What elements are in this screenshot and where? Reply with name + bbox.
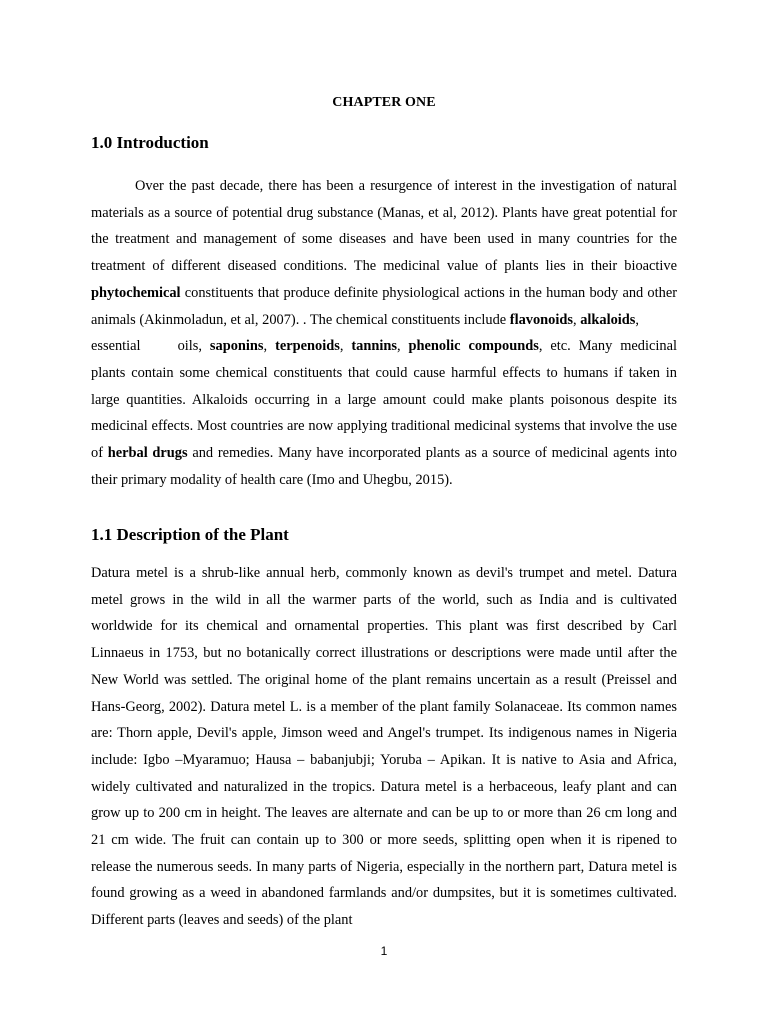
term-herbal-drugs: herbal drugs	[107, 445, 188, 462]
term-flavonoids: flavonoids	[509, 311, 573, 328]
term-alkaloids: alkaloids	[580, 311, 636, 328]
section-heading-introduction: 1.0 Introduction	[91, 133, 209, 152]
chapter-heading: CHAPTER ONE	[332, 95, 436, 110]
intro-text-start: Over the past decade, there has been a resurgence of interest in the investigation of natural materials as a source of potential drug substance (Manas, et al, 2012). Plants have great potential for the treatment and management of some diseases and have been used in many countries for the treatment of different diseased conditions. The medicinal value of plants lies in their bioactive	[91, 178, 677, 275]
term-phenolic-compounds: phenolic compounds	[408, 338, 539, 355]
introduction-paragraph	[91, 173, 677, 493]
comma-2: ,	[635, 311, 639, 328]
term-tannins: tannins	[351, 338, 397, 355]
intro-text-after-phenolic: , etc. Many medicinal plants contain some chemical constituents that could cause harmful effects to humans if taken in large quantities. Alkaloids occurring in a large amount could make plants poisonous despite its medicinal effects. Most countries are now applying traditional medicinal systems that involve the use of	[91, 338, 677, 462]
comma-1: ,	[572, 311, 581, 328]
word-oils: oils,	[177, 338, 210, 355]
intro-text-after-phytochemical: constituents that produce definite physiological actions in the human body and other animals (Akinmoladun, et al, 2007). . The chemical constituents include	[91, 284, 677, 328]
term-terpenoids: terpenoids	[275, 338, 340, 355]
page-number: 1	[380, 944, 388, 958]
section-heading-plant-description: 1.1 Description of the Plant	[91, 525, 289, 544]
comma-5: ,	[396, 338, 409, 355]
intro-text-end: and remedies. Many have incorporated plants as a source of medicinal agents into their primary modality of health care (Imo and Uhegbu, 2015).	[91, 445, 677, 488]
comma-4: ,	[339, 338, 352, 355]
word-essential: essential	[91, 338, 141, 355]
term-phytochemical: phytochemical	[91, 284, 181, 301]
comma-3: ,	[263, 338, 276, 355]
plant-description-paragraph: Datura metel is a shrub-like annual herb, commonly known as devil's trumpet and metel. Datura metel grows in the wild in all the warmer parts of the world, such as India and is cultivated worldwide for its chemical and ornamental properties. This plant was first described by Carl Linnaeus in 1753, but no botanically correct illustrations or descriptions were made until after the New World was settled. The original home of the plant remains uncertain as a result (Preissel and Hans-Georg, 2002). Datura metel L. is a member of the plant family Solanaceae. Its common names are: Thorn apple, Devil's apple, Jimson weed and Angel's trumpet. Its indigenous names in Nigeria include: Igbo –Myaramuo; Hausa – babanjubji; Yoruba – Apikan. It is native to Asia and Africa, widely cultivated and naturalized in the tropics. Datura metel is a herbaceous, leafy plant and can grow up to 200 cm in height. The leaves are alternate and can be up to or more than 26 cm long and 21 cm wide. The fruit can contain up to 300 or more seeds, splitting open when it is ripened to release the numerous seeds. In many parts of Nigeria, especially in the northern part, Datura metel is found growing as a weed in abandoned farmlands and/or dumpsites, but it is sometimes cultivated. Different parts (leaves and seeds) of the plant	[91, 565, 677, 929]
term-saponins: saponins	[209, 338, 264, 355]
